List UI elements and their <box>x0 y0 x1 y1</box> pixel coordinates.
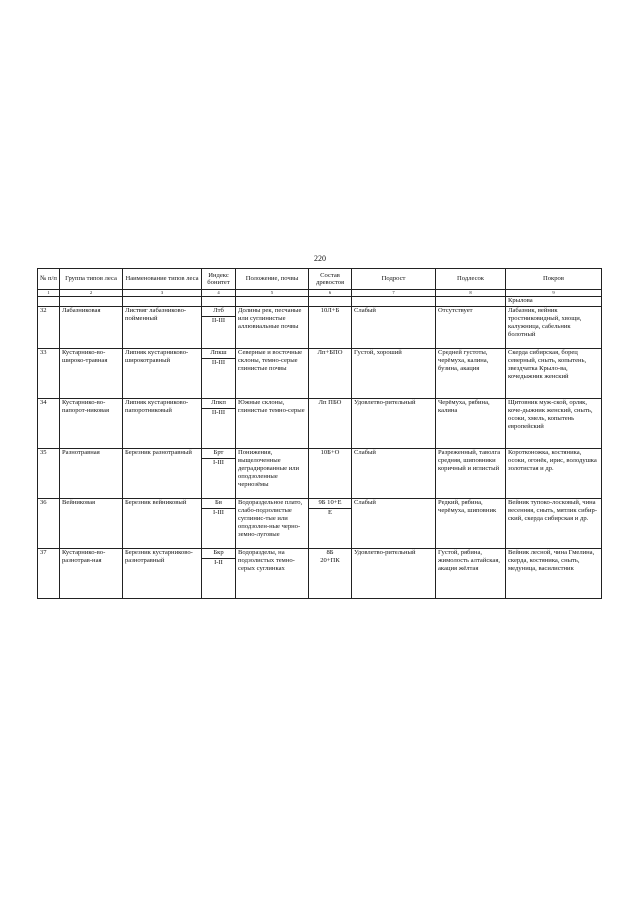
cover-cell: Скерда сибирская, борец северный, сныть, копытень, звездчатка Крыло-ва, кочедыжник женский <box>506 349 602 399</box>
cover-cell: Крылова <box>506 297 602 307</box>
undergrowth-cell: Слабый <box>352 307 436 349</box>
header-cell: Группа типов леса <box>60 269 123 290</box>
continuation-row <box>38 297 602 307</box>
soil-cell: Северные и восточные склоны, темно-серые глинистые почвы <box>236 349 309 399</box>
table-row <box>38 449 602 459</box>
name-cell: Березник кустарниково-разнотравный <box>123 549 202 599</box>
table-row <box>38 549 602 559</box>
cover-cell: Вейник тупоко-лосковый, чина весенняя, сныть, мятлик сибир-ский, скерда сибирская и др. <box>506 499 602 549</box>
bonitet-cell: I-II <box>202 559 236 599</box>
header-cell: Состав древостоя <box>309 269 352 290</box>
composition-line: 8Б <box>326 549 334 556</box>
underbrush-cell: Средней густоты, черёмуха, калина, бузина, акация <box>436 349 506 399</box>
undergrowth-cell: Густой, хороший <box>352 349 436 399</box>
header-cell: Положение, почвы <box>236 269 309 290</box>
page-number: 220 <box>314 254 326 263</box>
composition-cell-secondary: Е <box>309 509 352 549</box>
bonitet-cell: II-III <box>202 359 236 399</box>
table-row <box>38 399 602 409</box>
name-cell: Липняк кустарниково-широкотравный <box>123 349 202 399</box>
composition-cell: 10Б+О <box>309 449 352 499</box>
column-number: 3 <box>123 290 202 297</box>
column-number: 1 <box>38 290 60 297</box>
header-cell: Подлесок <box>436 269 506 290</box>
row-number: 34 <box>38 399 60 449</box>
name-cell: Листвяг лабазниково-пойменный <box>123 307 202 349</box>
composition-cell <box>309 549 352 599</box>
cover-cell: Вейник лесной, чина Гмелина, скерда, костяника, сныть, медуница, василистник <box>506 549 602 599</box>
undergrowth-cell: Слабый <box>352 499 436 549</box>
soil-cell: Водораздельное плато, слабо-подзолистые суглинис-тые или оподзолен-ные черно-земно-луговые <box>236 499 309 549</box>
row-number: 37 <box>38 549 60 599</box>
index-cell: Лпкп <box>202 399 236 409</box>
cover-cell: Щитовник муж-ской, орляк, коче-дыжник женский, сныть, осоки, хмель, копытень европейский <box>506 399 602 449</box>
index-cell: Брт <box>202 449 236 459</box>
row-number: 35 <box>38 449 60 499</box>
cover-cell: Лабазник, вейник тростниковидный, хвощи, калужница, сабельник болотный <box>506 307 602 349</box>
column-number: 6 <box>309 290 352 297</box>
name-cell: Липняк кустарниково-папоротниковый <box>123 399 202 449</box>
header-cell: Индекс бонитет <box>202 269 236 290</box>
group-cell: Вейниковая <box>60 499 123 549</box>
column-number: 8 <box>436 290 506 297</box>
composition-cell: Лп+БПО <box>309 349 352 399</box>
composition-line: 20+ПК <box>320 556 340 564</box>
column-number: 2 <box>60 290 123 297</box>
table-row <box>38 349 602 359</box>
undergrowth-cell: Удовлетво-рительный <box>352 549 436 599</box>
header-cell: № п/п <box>38 269 60 290</box>
composition-cell: 9Б 10+Е <box>309 499 352 509</box>
soil-cell: Водоразделы, на подзолистых темно-серых суглинках <box>236 549 309 599</box>
index-cell: Бкр <box>202 549 236 559</box>
group-cell: Кустарнико-во-широко-травная <box>60 349 123 399</box>
column-number: 5 <box>236 290 309 297</box>
header-row <box>38 269 602 290</box>
group-cell: Кустарнико-во-папорот-никовая <box>60 399 123 449</box>
header-cell: Покров <box>506 269 602 290</box>
bonitet-cell: I-III <box>202 509 236 549</box>
column-number-row <box>38 290 602 297</box>
soil-cell: Долины рек, песчаные или суглинистые аллювиальные почвы <box>236 307 309 349</box>
underbrush-cell: Редкий, рябина, черёмуха, шиповник <box>436 499 506 549</box>
group-cell: Кустарнико-во-разнотрав-ная <box>60 549 123 599</box>
name-cell: Березник вейниковый <box>123 499 202 549</box>
undergrowth-cell: Слабый <box>352 449 436 499</box>
bonitet-cell: II-III <box>202 317 236 349</box>
group-cell: Разнотравная <box>60 449 123 499</box>
row-number: 33 <box>38 349 60 399</box>
underbrush-cell: Черёмуха, рябина, калина <box>436 399 506 449</box>
soil-cell: Понижения, выщелоченные деградированные или оподзоленные чернозёмы <box>236 449 309 499</box>
cover-cell: Коротконожка, костяника, осоки, огонёк, ирис, володушка золотистая и др. <box>506 449 602 499</box>
composition-cell: 10Л+Б <box>309 307 352 349</box>
index-cell: Лтб <box>202 307 236 317</box>
index-cell: Бв <box>202 499 236 509</box>
undergrowth-cell: Удовлетво-рительный <box>352 399 436 449</box>
row-number: 36 <box>38 499 60 549</box>
bonitet-cell: I-III <box>202 459 236 499</box>
underbrush-cell: Разреженный, таволга средняя, шиповники коричный и иглистый <box>436 449 506 499</box>
forest-types-table <box>37 268 602 599</box>
bonitet-cell: II-III <box>202 409 236 449</box>
soil-cell: Южные склоны, глинистые темно-серые <box>236 399 309 449</box>
name-cell: Березник разнотравный <box>123 449 202 499</box>
composition-cell: Лп ПБО <box>309 399 352 449</box>
column-number: 7 <box>352 290 436 297</box>
column-number: 4 <box>202 290 236 297</box>
underbrush-cell: Густой, рябина, жимолость алтайская, акация жёлтая <box>436 549 506 599</box>
header-cell: Подрост <box>352 269 436 290</box>
table-row <box>38 307 602 317</box>
table-row <box>38 499 602 509</box>
index-cell: Лпкш <box>202 349 236 359</box>
header-cell: Наименование типов леса <box>123 269 202 290</box>
underbrush-cell: Отсутствует <box>436 307 506 349</box>
column-number: 9 <box>506 290 602 297</box>
group-cell: Лабазниковая <box>60 307 123 349</box>
row-number: 32 <box>38 307 60 349</box>
